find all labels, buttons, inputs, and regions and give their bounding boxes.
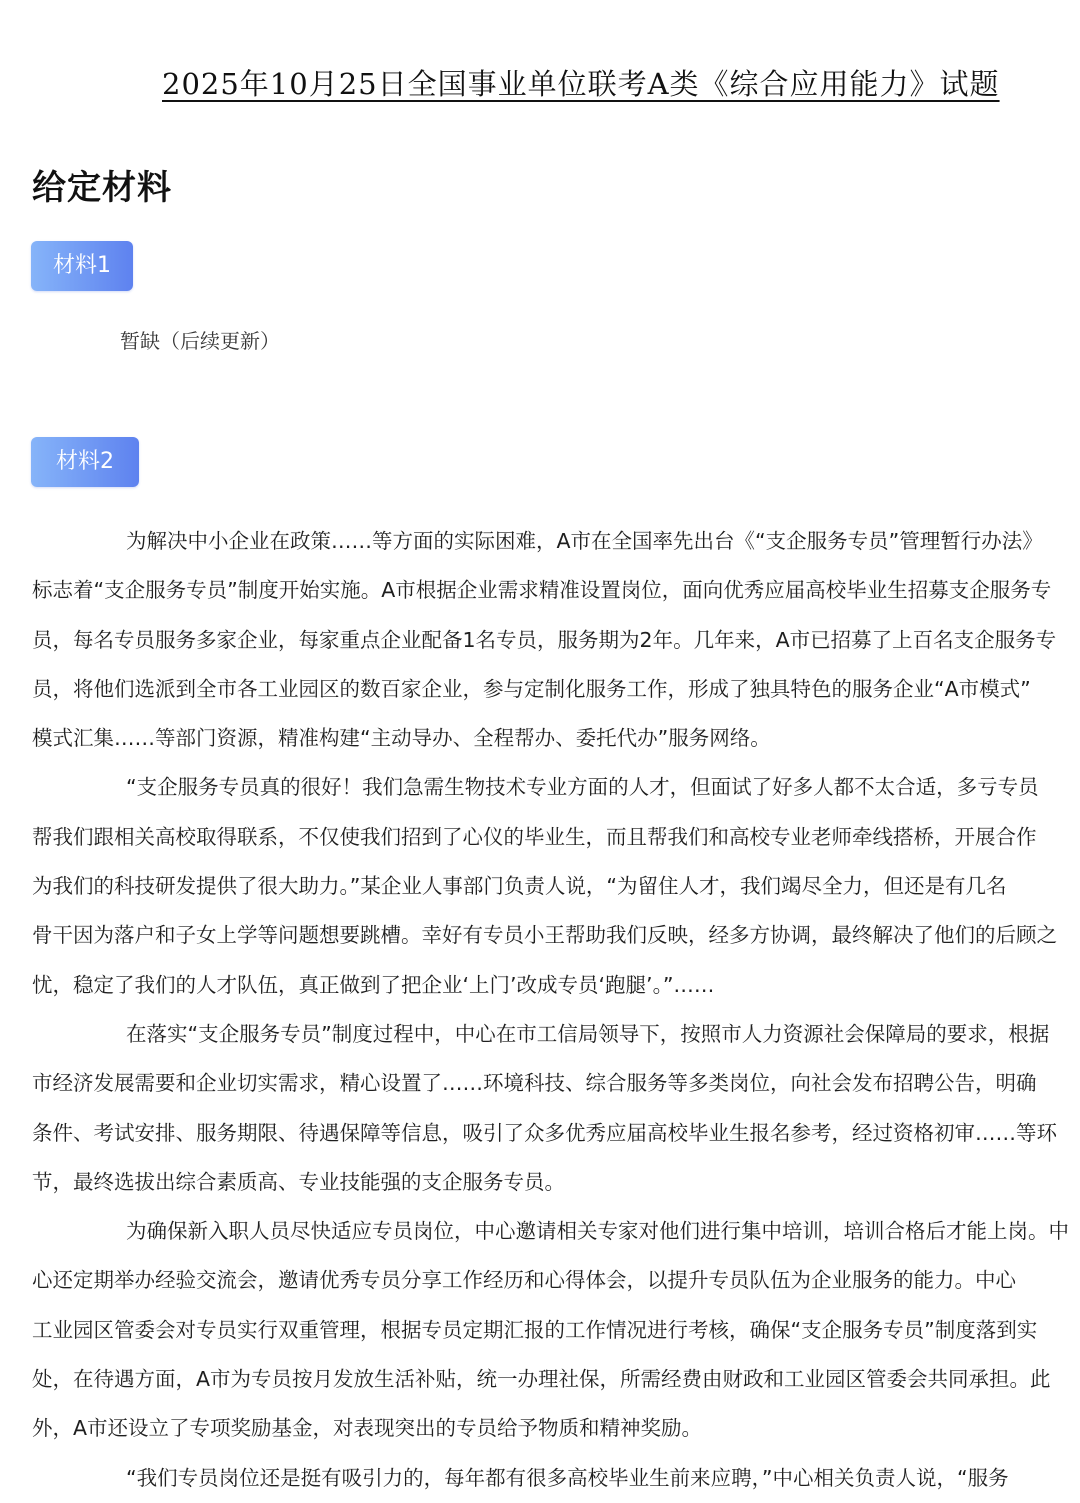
paragraph-line: 模式汇集……等部门资源，精准构建“主动导办、全程帮办、委托代办”服务网络。	[32, 726, 771, 751]
material-1-note: 暂缺（后续更新）	[120, 329, 280, 353]
paragraph-line: 外，A市还设立了专项奖励基金，对表现突出的专员给予物质和精神奖励。	[32, 1416, 703, 1441]
paragraph-line: 市经济发展需要和企业切实需求，精心设置了……环境科技、综合服务等多类岗位，向社会发布招聘公告，明确	[32, 1071, 1037, 1096]
paragraph-line: 标志着“支企服务专员”制度开始实施。A市根据企业需求精准设置岗位，面向优秀应届高校毕业生招募支企服务专	[32, 578, 1052, 603]
paragraph-line: 员，每名专员服务多家企业，每家重点企业配备1名专员，服务期为2年。几年来，A市已招募了上百名支企服务专	[32, 627, 1057, 652]
paragraph-line: 工业园区管委会对专员实行双重管理，根据专员定期汇报的工作情况进行考核，确保“支企服务专员”制度落到实	[32, 1317, 1038, 1342]
paragraph-line: “支企服务专员真的很好！我们急需生物技术专业方面的人才，但面试了好多人都不太合适，多亏专员	[126, 775, 1039, 800]
paragraph-line: “我们专员岗位还是挺有吸引力的，每年都有很多高校毕业生前来应聘，”中心相关负责人说，“服务	[126, 1465, 1009, 1490]
paragraph-line: 条件、考试安排、服务期限、待遇保障等信息，吸引了众多优秀应届高校毕业生报名参考，经过资格初审……等环	[32, 1120, 1057, 1145]
paragraph-line: 骨干因为落户和子女上学等问题想要跳槽。幸好有专员小王帮助我们反映，经多方协调，最终解决了他们的后顾之	[32, 923, 1057, 948]
section-heading: 给定材料	[32, 168, 172, 208]
material-2-tag: 材料2	[31, 437, 139, 487]
paragraph-line: 员，将他们选派到全市各工业园区的数百家企业，参与定制化服务工作，形成了独具特色的服务企业“A市模式”	[32, 676, 1031, 701]
paragraph-line: 心还定期举办经验交流会，邀请优秀专员分享工作经历和心得体会，以提升专员队伍为企业服务的能力。中心	[32, 1268, 1016, 1293]
paragraph-line: 为确保新入职人员尽快适应专员岗位，中心邀请相关专家对他们进行集中培训，培训合格后才能上岗。中	[126, 1219, 1069, 1244]
paragraph-line: 为我们的科技研发提供了很大助力。”某企业人事部门负责人说，“为留住人才，我们竭尽全力，但还是有几名	[32, 874, 1007, 899]
paragraph-line: 为解决中小企业在政策……等方面的实际困难，A市在全国率先出台《“支企服务专员”管理暂行办法》	[126, 529, 1043, 553]
document-title: 2025年10月25日全国事业单位联考A类《综合应用能力》试题	[162, 67, 1000, 101]
paragraph-line: 忧，稳定了我们的人才队伍，真正做到了把企业‘上门’改成专员‘跑腿’。”……	[32, 972, 715, 997]
paragraph-line: 帮我们跟相关高校取得联系，不仅使我们招到了心仪的毕业生，而且帮我们和高校专业老师牵线搭桥，开展合作	[32, 824, 1037, 849]
paragraph-line: 处，在待遇方面，A市为专员按月发放生活补贴，统一办理社保，所需经费由财政和工业园区管委会共同承担。此	[32, 1367, 1051, 1392]
paragraph-line: 在落实“支企服务专员”制度过程中，中心在市工信局领导下，按照市人力资源社会保障局的要求，根据	[126, 1021, 1050, 1046]
material-1-tag: 材料1	[31, 241, 133, 291]
paragraph-line: 节，最终选拔出综合素质高、专业技能强的支企服务专员。	[32, 1169, 565, 1194]
material-2-body	[32, 517, 1080, 1503]
